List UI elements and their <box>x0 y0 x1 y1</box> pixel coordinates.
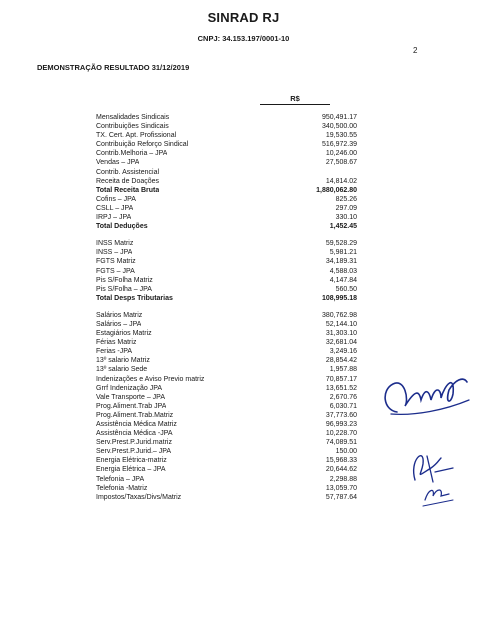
row-value: 13,651.52 <box>325 384 357 392</box>
row-value: 340,500.00 <box>321 123 357 131</box>
row-value: 10,246.00 <box>325 150 357 158</box>
row-value: 6,030.71 <box>329 402 357 410</box>
row-value: 70,857.17 <box>325 375 357 383</box>
row-label: CSLL – JPA <box>96 204 134 212</box>
row-label: Serv.Prest.P.Jurid.matriz <box>96 439 172 447</box>
row-value: 13,059.70 <box>325 484 357 492</box>
row-value: 37,773.60 <box>325 411 357 419</box>
table-row <box>96 248 357 257</box>
row-value: 20,644.62 <box>325 466 357 474</box>
row-label: Grrf Indenização JPA <box>96 384 163 392</box>
row-label: Cofins – JPA <box>96 195 136 203</box>
row-value: 150.00 <box>335 448 357 456</box>
row-label: Ferias -JPA <box>96 348 133 356</box>
table-row <box>96 420 357 429</box>
page-number: 2 <box>413 46 418 55</box>
table-row <box>96 158 357 167</box>
table-row <box>96 484 357 493</box>
row-label: Contribuição Reforço Sindical <box>96 141 189 149</box>
row-value: 5,981.21 <box>329 249 357 257</box>
row-value: 34,189.31 <box>325 258 357 266</box>
row-label: Assistência Médica Matriz <box>96 421 177 428</box>
row-value: 14,814.02 <box>325 177 357 185</box>
row-value: 52,144.10 <box>325 320 357 328</box>
row-value: 3,249.16 <box>329 348 357 356</box>
table-row <box>96 168 357 177</box>
row-label: Salários – JPA <box>96 320 142 328</box>
row-label: Energia Elétrica – JPA <box>96 466 166 474</box>
table-row <box>96 438 357 447</box>
row-value: 27,508.67 <box>325 159 357 167</box>
row-value: 1,452.45 <box>329 223 357 231</box>
table-row <box>96 276 357 285</box>
total-row <box>96 186 357 195</box>
row-label: Serv.Prest.P.Jurid.– JPA <box>96 448 172 456</box>
handwritten-signature <box>375 360 475 510</box>
row-label: FGTS Matriz <box>96 258 136 266</box>
row-value: 59,528.29 <box>325 240 357 248</box>
row-label: Pis S/Folha Matriz <box>96 276 153 284</box>
table-row <box>96 149 357 158</box>
row-value: 1,880,062.80 <box>316 186 357 194</box>
table-row <box>96 285 357 294</box>
row-label: Mensalidades Sindicais <box>96 114 170 121</box>
table-row <box>96 465 357 474</box>
table-row <box>96 239 357 248</box>
row-value: 74,089.51 <box>325 439 357 447</box>
row-label: Contrib.Melhoria – JPA <box>96 150 168 158</box>
row-label: INSS – JPA <box>96 249 133 257</box>
table-row <box>96 311 357 320</box>
row-value: 950,491.17 <box>321 114 357 121</box>
row-label: 13º salario Sede <box>96 366 148 374</box>
row-value: 825.26 <box>335 195 357 203</box>
row-label: Total Deduções <box>96 223 148 231</box>
row-value: 2,298.88 <box>329 475 357 483</box>
row-value: 4,588.03 <box>329 267 357 275</box>
table-row <box>96 113 357 122</box>
table-row <box>96 447 357 456</box>
row-value: 15,968.33 <box>325 457 357 465</box>
row-value: 560.50 <box>335 285 357 293</box>
row-label: Prog.Aliment.Trab.Matriz <box>96 411 174 419</box>
row-label: TX. Cert. Apt. Profissional <box>96 132 177 140</box>
table-row <box>96 493 357 502</box>
table-row <box>96 320 357 329</box>
table-row <box>96 177 357 186</box>
table-row <box>96 131 357 140</box>
row-label: Estagiários Matriz <box>96 330 152 338</box>
statement-section <box>96 113 357 231</box>
org-name: SINRAD RJ <box>207 10 280 25</box>
table-row <box>96 456 357 465</box>
row-value: 28,854.42 <box>325 357 357 365</box>
table-row <box>96 213 357 222</box>
table-row <box>96 204 357 213</box>
table-row <box>96 475 357 484</box>
row-value: 330.10 <box>335 214 357 222</box>
row-value: 31,303.10 <box>325 330 357 338</box>
row-label: Vale Transporte – JPA <box>96 393 165 401</box>
row-label: Férias Matriz <box>96 339 137 347</box>
total-row <box>96 294 357 303</box>
row-label: 13º salario Matriz <box>96 357 150 365</box>
table-row <box>96 393 357 402</box>
row-value: 32,681.04 <box>325 339 357 347</box>
row-value: 4,147.84 <box>329 276 357 284</box>
row-label: Assistência Médica -JPA <box>96 430 173 438</box>
statement-section <box>96 311 357 502</box>
row-label: Vendas – JPA <box>96 159 140 167</box>
row-value: 108,995.18 <box>321 294 357 302</box>
table-row <box>96 195 357 204</box>
row-label: Impostos/Taxas/Divs/Matriz <box>96 493 182 501</box>
row-label: Receita de Doações <box>96 177 160 185</box>
row-label: Indenizações e Aviso Previo matriz <box>96 375 205 383</box>
row-value: 1,957.88 <box>329 366 357 374</box>
table-row <box>96 356 357 365</box>
row-value: 380,762.98 <box>321 311 357 319</box>
row-value: 516,972.39 <box>321 141 357 149</box>
row-value: 297.09 <box>335 204 357 212</box>
row-value: 2,670.76 <box>329 393 357 401</box>
row-label: Contribuições Sindicais <box>96 123 169 131</box>
table-row <box>96 402 357 411</box>
document-title: DEMONSTRAÇÃO RESULTADO 31/12/2019 <box>37 63 190 72</box>
row-value: 96,993.23 <box>325 421 357 428</box>
table-row <box>96 267 357 276</box>
row-value: 57,787.64 <box>325 493 357 501</box>
table-row <box>96 411 357 420</box>
table-row <box>96 257 357 266</box>
row-label: Prog.Aliment.Trab JPA <box>96 402 167 410</box>
row-label: FGTS – JPA <box>96 267 135 275</box>
row-label: Total Receita Bruta <box>96 186 160 194</box>
table-row <box>96 384 357 393</box>
financial-statement-table <box>96 113 357 510</box>
table-row <box>96 375 357 384</box>
row-label: Salários Matriz <box>96 311 143 319</box>
table-row <box>96 365 357 374</box>
row-label: Telefonia – JPA <box>96 475 145 483</box>
table-row <box>96 347 357 356</box>
row-label: INSS Matriz <box>96 240 134 248</box>
total-row <box>96 222 357 231</box>
table-row <box>96 338 357 347</box>
row-label: Pis S/Folha – JPA <box>96 285 152 293</box>
table-row <box>96 140 357 149</box>
row-label: Contrib. Assistencial <box>96 168 160 176</box>
table-row <box>96 329 357 338</box>
statement-section <box>96 239 357 303</box>
row-label: Energia Elétrica-matriz <box>96 457 167 465</box>
row-value: 19,530.55 <box>325 132 357 140</box>
table-row <box>96 122 357 131</box>
currency-header: R$ <box>260 94 330 105</box>
row-label: Total Desps Tributarias <box>96 294 173 302</box>
row-value: 10,228.70 <box>325 430 357 438</box>
table-row <box>96 429 357 438</box>
row-label: IRPJ – JPA <box>96 214 132 222</box>
row-label: Telefonia -Matriz <box>96 484 148 492</box>
cnpj: CNPJ: 34.153.197/0001-10 <box>197 34 290 43</box>
